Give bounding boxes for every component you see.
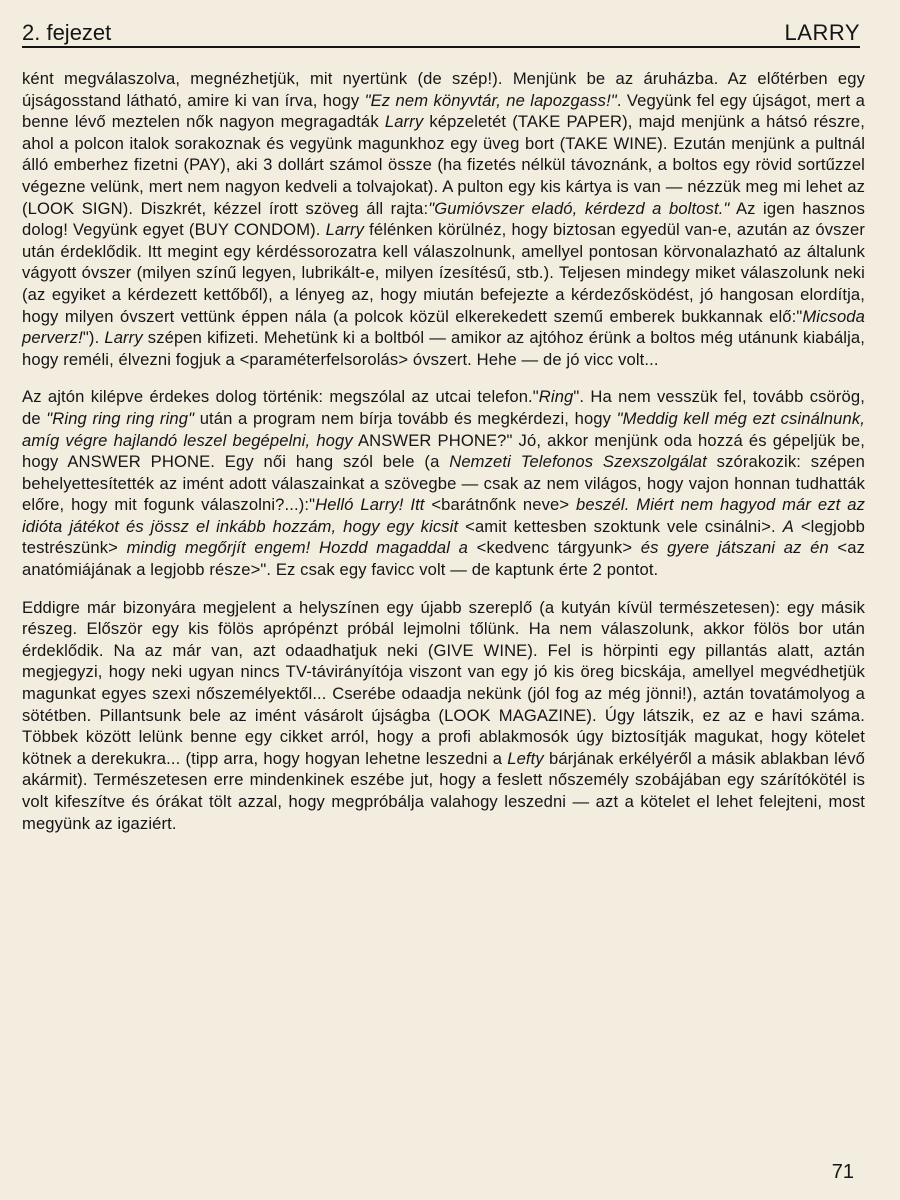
- italic-run: Ring: [538, 387, 574, 407]
- text-run: szépen kifizeti. Mehetünk ki a boltból — amikor az ajtóhoz érünk a boltos még utánunk kiabálja, hogy reméli, élvezni fogjuk a <paraméterfelsorolás> óvszert. Hehe — de jó vicc volt...: [22, 328, 865, 369]
- italic-run: "Ez nem könyvtár, ne lapozgass!": [364, 90, 617, 110]
- text-run: ANSWER PHONE?" Jó, akkor menjünk oda hozzá és gépeljük be, hogy ANSWER PHONE. Egy női hang szól bele (a: [22, 430, 865, 472]
- text-run: ként megválaszolva, megnézhetjük, mit nyertünk (de szép!). Menjünk be az áruházba. Az előtérben egy újságosstand látható, amire ki van írva, hogy: [22, 69, 865, 110]
- paragraph: [22, 386, 865, 580]
- italic-run: Lefty: [507, 748, 544, 768]
- text-run: Eddigre már bizonyára megjelent a helyszínen egy újabb szereplő (a kutyán kívül természetesen): egy másik részeg. Először egy kis fölös aprópénzt próbál lejmolni tőlünk. Ha nem válaszolunk, akkor fölös bor után érdeklődik. Na az már van, azt odaadhatjuk neki (GIVE WINE). Fel is hörpinti egy pillantás alatt, aztán megjegyzi, hogy neki ugyan nincs TV-távirányítója viszont van egy jó kis öreg bicskája, amellyel megvédhetjük magunkat egyes szexi nőszemélyektől... Cserébe odaadja nekünk (jól fog az még jönni!), aztán tovatámolyog a sötétben. Pillantsunk bele az imént vásárolt újságba (LOOK MAGAZINE). Úgy látszik, ez az e havi száma. Többek között lelünk benne egy cikket arról, hogy a profi ablakmosók úgy biztosítják magukat, hogy kötelet kötnek a derekukra... (tipp arra, hogy hogyan lehetne leszedni a: [22, 597, 865, 768]
- text-run: ").: [82, 328, 105, 348]
- chapter-label: 2. fejezet: [22, 20, 112, 45]
- italic-run: Nemzeti Telefonos Szexszolgálat: [449, 452, 707, 472]
- italic-run: A: [782, 516, 794, 536]
- text-run: félénken körülnéz, hogy biztosan egyedül van-e, azután az óvszer után érdeklődik. Itt megint egy kérdéssorozatra kell válaszolnunk, amellyel pontosan körvonalazható az általunk vágyott óvszer (milyen színű legyen, lubrikált-e, milyen ízesítésű, stb.). Teljesen mindegy miket válaszolunk neki (az egyiket a kérdezett kettőből), a lényeg az, hogy miután befejezte a kérdezősködést, jó hangosan elordítja, hogy milyen óvszert vettünk éppen nála (a polcok közül elkerekedett szemű emberek bukkannak elő:": [22, 220, 865, 326]
- text-run: <kedvenc tárgyunk>: [468, 538, 641, 558]
- text-run: bárjának erkélyéről a másik ablakban lévő akármit). Természetesen erre mindenkinek eszébe jut, hogy a feslett nőszemély szobájában egy szárítókötél is volt kifeszítve és órákat tölt azzal, hogy megpróbálja valahogy leszedni — azt a kötelet el lehet felejteni, most megyünk az igaziért.: [22, 748, 865, 833]
- italic-run: "Meddig kell még ezt csinálnunk, amíg végre hajlandó leszel begépelni, hogy: [22, 408, 865, 450]
- text-run: <barátnőnk neve>: [424, 495, 577, 515]
- text-run: Az ajtón kilépve érdekes dolog történik: megszólal az utcai telefon.": [22, 387, 539, 407]
- italic-run: Larry: [325, 220, 365, 240]
- italic-run: Micsoda perverz!: [22, 306, 865, 348]
- italic-run: beszél. Miért nem hagyod már ezt az idióta játékot és jössz el inkább hozzám, hogy egy kicsit: [22, 495, 866, 536]
- text-run: után a program nem bírja tovább és megkérdezi, hogy: [194, 408, 617, 428]
- running-header: [22, 20, 860, 48]
- italic-run: Helló Larry! Itt: [315, 495, 425, 515]
- italic-run: "Ring ring ring ring": [46, 408, 195, 428]
- paragraph: [22, 68, 865, 370]
- text-run: <amit kettesben szoktunk vele csinálni>.: [458, 516, 783, 536]
- text-run: . Vegyünk fel egy újságot, mert a benne lévő meztelen nők nagyon megragadták: [22, 90, 866, 132]
- chapter-title: LARRY: [784, 20, 860, 45]
- text-run: <az anatómiájának a legjobb része>". Ez csak egy favicc volt — de kaptunk érte 2 pontot.: [22, 538, 866, 580]
- text-run: képzeletét (TAKE PAPER), majd menjünk a hátsó részre, ahol a polcon italok sorakoznak és vegyünk magunkhoz egy üveg bort (TAKE WINE). Ezután menjünk a pultnál álló emberhez fizetni (PAY), aki 3 dollárt számol össze (ha fizetés nélkül távoznánk, a boltos egy rövid sortűzzel végezne velünk, mert nem nagyon kedveli a tolvajokat). A pulton egy kis kártya is van — nézzük meg mi lehet az (LOOK SIGN). Diszkrét, kézzel írott szöveg áll rajta:: [22, 112, 865, 218]
- italic-run: "Gumióvszer eladó, kérdezd a boltost.": [428, 198, 730, 218]
- text-run: Az igen hasznos dolog! Vegyünk egyet (BUY CONDOM).: [22, 198, 865, 240]
- text-run: <legjobb testrészünk>: [22, 516, 865, 558]
- paragraph: [22, 597, 865, 835]
- text-run: ". Ha nem vesszük fel, tovább csörög, de: [22, 387, 865, 428]
- italic-run: Larry: [104, 328, 143, 348]
- italic-run: és gyere játszani az én: [640, 538, 829, 558]
- italic-run: Larry: [384, 112, 424, 132]
- italic-run: mindig megőrjít engem! Hozdd magaddal a: [126, 538, 469, 558]
- page-number: 71: [831, 1161, 854, 1183]
- page-body: [22, 68, 865, 850]
- text-run: szórakozik: szépen behelyettesítették az imént adott válaszainkat a szövegbe — csak az nem világos, hogy vajon honnan tudhatták előre, hogy mit fogunk válaszolni?...):": [22, 452, 866, 515]
